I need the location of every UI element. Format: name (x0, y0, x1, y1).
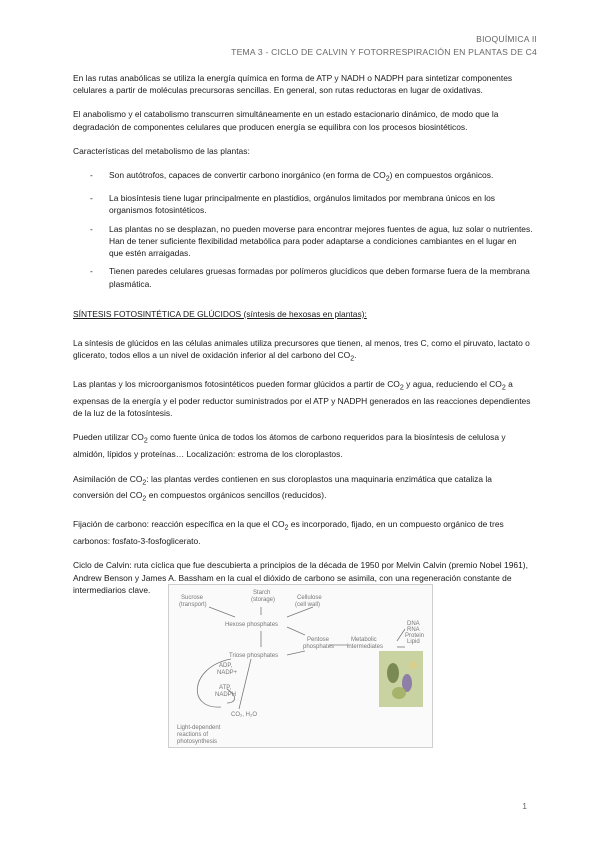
metabolic-label: Metabolic (351, 637, 377, 643)
page-number: 1 (522, 801, 527, 811)
pentose-label-2: phosphates (303, 644, 335, 650)
intermediates-label: intermediates (347, 644, 384, 650)
rna-label: RNA (407, 627, 420, 633)
paragraph-carbon-fixation: Fijación de carbono: reacción específica en la que el $CO_2$ es incorporado, fijado, en un compuesto orgánico de tres carbonos: fosfato-3-fosfoglicerato. (73, 519, 504, 547)
list-item: - Tienen paredes celulares gruesas formadas por polímeros glucídicos que deben formarse fuera de la membrana plasmática. (90, 266, 530, 289)
plant-features-list (73, 169, 533, 290)
cellulose-label: Cellulose (297, 595, 322, 601)
list-item: - Son autótrofos, capaces de convertir carbono inorgánico (en forma de $CO_2$) en compuestos orgánicos. (90, 170, 494, 183)
list-item: - La biosíntesis tiene lugar principalmente en plastidios, orgánulos limitados por membrana únicos en los organismos fotosintéticos. (90, 193, 495, 216)
co2-water-label: CO₂, H₂O (231, 712, 257, 718)
paragraph-anabolism: En las rutas anabólicas se utiliza la energía química en forma de ATP y NADH o NADPH para sintetizar componentes celulares a partir de moléculas precursoras sencillas. En general, son rutas reductoras en lugar de oxidativas. (73, 73, 513, 96)
paragraph-co2-source: Pueden utilizar $CO_2$ como fuente única de todos los átomos de carbono requeridos para la biosíntesis de celulosa y almidón, lípidos y proteínas… Localización: estroma de los cloroplastos. (73, 432, 506, 460)
sucrose-label: Sucrose (181, 595, 204, 601)
starch-label: Starch (253, 590, 271, 596)
light-reactions-label-2: reactions of (177, 732, 209, 738)
paragraph-animal-synthesis: La síntesis de glúcidos en las células animales utiliza precursores que tienen, al menos, tres C, como el piruvato, lactato o glicerato, todos ellos a un nivel de oxidación inferior al del carbono del $CO_2$. (73, 338, 530, 363)
starch-note: (storage) (251, 597, 276, 603)
hexose-phosphates-label: Hexose phosphates (225, 622, 279, 628)
cellulose-note: (cell wall) (295, 602, 321, 608)
atp-label: ATP, (219, 685, 232, 691)
light-reactions-label: Light-dependent (177, 725, 221, 731)
triose-phosphates-label: Triose phosphates (229, 653, 279, 659)
paragraph-co2-assimilation: Asimilación de $CO_2$: las plantas verdes contienen en sus cloroplastos una maquinaria enzimática que cataliza la conversión del $CO_2$ en compuestos orgánicos sencillos (reducidos). (73, 473, 492, 504)
paragraph-plant-features-intro: Características del metabolismo de las plantas: (73, 145, 250, 156)
light-reactions-label-3: photosynthesis (177, 739, 218, 745)
paragraph-plant-synthesis: Las plantas y los microorganismos fotosintéticos pueden formar glúcidos a partir de $CO_2$ y agua, reduciendo el $CO_2$ a expensas de la energía y el poder reductor suministrados por el ATP y NADPH generados en las reacciones dependientes de la luz de la fotosíntesis. (73, 379, 531, 419)
document-body (73, 72, 533, 608)
adp-label: ADP, (219, 663, 233, 669)
paragraph-steady-state: El anabolismo y el catabolismo transcurren simultáneamente en un estado estacionario dinámico, de modo que la degradación de componentes celulares que producen energía se equilibra con los procesos biosintéticos. (73, 109, 499, 132)
list-item: - Las plantas no se desplazan, no pueden moverse para encontrar mejores fuentes de agua, luz solar o nutrientes. Han de tener suficiente flexibilidad metabólica para poder adaptarse a condiciones cambiantes en el lugar en que estén arraigadas. (90, 223, 533, 259)
paragraph-calvin-cycle: Ciclo de Calvin: ruta cíclica que fue descubierta a principios de la década de 1950 por Melvin Calvin (premio Nobel 1961), Andrew Benson y James A. Bassham en la cual el dióxido de carbono se asimila, con una regeneración constante de intermediarios clave. (73, 560, 528, 595)
pentose-label: Pentose (307, 637, 330, 643)
sucrose-note: (transport) (179, 602, 207, 608)
protein-label: Protein (405, 633, 425, 639)
page-header (231, 33, 537, 59)
subject-title: BIOQUÍMICA II (476, 34, 537, 44)
plant-photo-icon (379, 651, 423, 707)
nadph-label: NADPH (215, 692, 237, 698)
section-title: SÍNTESIS FOTOSINTÉTICA DE GLÚCIDOS (síntesis de hexosas en plantas): (73, 308, 367, 319)
lipid-label: Lipid (407, 639, 420, 645)
topic-title: TEMA 3 - CICLO DE CALVIN Y FOTORRESPIRACIÓN EN PLANTAS DE C4 (231, 47, 537, 57)
calvin-cycle-diagram (168, 584, 433, 748)
dna-label: DNA (407, 621, 420, 627)
nadp-label: NADP+ (217, 670, 238, 676)
